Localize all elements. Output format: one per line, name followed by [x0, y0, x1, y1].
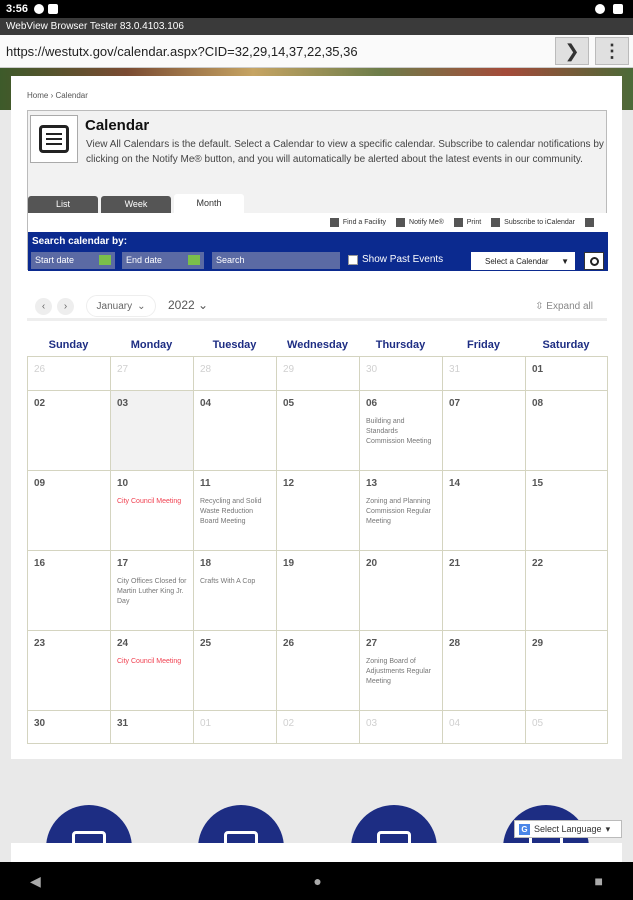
day-cell[interactable]	[525, 710, 608, 744]
day-number: 27	[117, 364, 129, 375]
select-calendar-label: Select a Calendar	[485, 256, 549, 266]
day-cell[interactable]	[276, 356, 360, 391]
day-cell[interactable]	[27, 470, 111, 551]
day-cell[interactable]	[442, 356, 526, 391]
chevron-down-icon: ⌄	[137, 300, 146, 312]
day-cell[interactable]	[110, 550, 194, 631]
calendar-picker-icon[interactable]	[99, 255, 111, 265]
day-number: 30	[34, 718, 46, 729]
day-cell[interactable]	[442, 470, 526, 551]
subscribe-icalendar-link[interactable]	[491, 218, 575, 227]
url-bar	[0, 35, 633, 68]
page-content	[11, 76, 622, 759]
event-link[interactable]: City Council Meeting	[117, 498, 182, 505]
event-link[interactable]: Building and Standards Commission Meeting	[366, 418, 432, 445]
day-number: 22	[532, 558, 544, 569]
week-row	[27, 356, 607, 390]
notify-me-label: Notify Me®	[409, 219, 444, 226]
day-number: 02	[283, 718, 295, 729]
day-number: 17	[117, 558, 129, 569]
day-cell[interactable]	[276, 630, 360, 711]
day-cell[interactable]	[193, 550, 277, 631]
day-cell[interactable]	[359, 550, 443, 631]
rss-icon	[585, 218, 594, 227]
day-number: 07	[449, 398, 461, 409]
tab-list[interactable]: List	[28, 196, 98, 213]
back-button[interactable]: ◀	[30, 872, 41, 889]
day-cell[interactable]	[359, 470, 443, 551]
day-number: 20	[366, 558, 378, 569]
day-cell[interactable]	[525, 630, 608, 711]
day-cell[interactable]	[27, 550, 111, 631]
day-number: 10	[117, 478, 129, 489]
year-label: 2022	[168, 298, 195, 312]
day-cell[interactable]	[276, 710, 360, 744]
day-cell[interactable]	[525, 470, 608, 551]
week-row	[27, 710, 607, 743]
notify-me-link[interactable]	[396, 218, 444, 227]
day-cell[interactable]	[27, 630, 111, 711]
month-select[interactable]	[86, 295, 156, 317]
status-time: 3:56	[6, 3, 29, 15]
language-select[interactable]	[514, 820, 622, 838]
day-number: 30	[366, 364, 378, 375]
day-cell[interactable]	[359, 356, 443, 391]
weekday-tuesday: Tuesday	[212, 339, 257, 351]
day-number: 29	[283, 364, 295, 375]
weekday-header	[27, 334, 607, 356]
day-cell[interactable]	[110, 630, 194, 711]
expand-all-button[interactable]: ⇳ Expand all	[535, 301, 593, 312]
calendar-icon	[30, 115, 78, 163]
wifi-icon	[595, 4, 605, 14]
day-cell[interactable]	[193, 470, 277, 551]
day-number: 04	[449, 718, 461, 729]
calendar-picker-icon[interactable]	[188, 255, 200, 265]
day-cell[interactable]	[442, 390, 526, 471]
calendar-description: View All Calendars is the default. Select a Calendar to view a specific calendar. Subscribe to calendar notifications by clicking on the Notify Me® button, and you will automatically be alerted about the latest events in our community.	[86, 139, 604, 165]
event-link[interactable]: Recycling and Solid Waste Reduction Board Meeting	[200, 498, 262, 525]
search-label: Search calendar by:	[32, 236, 128, 247]
view-tabs	[28, 194, 608, 213]
day-cell[interactable]	[276, 550, 360, 631]
calendar-subscribe-icon	[491, 218, 500, 227]
calendar-navigation	[27, 295, 607, 321]
month-grid	[27, 334, 607, 743]
day-cell[interactable]	[110, 470, 194, 551]
tab-month[interactable]: Month	[174, 194, 244, 213]
home-button[interactable]: ●	[313, 873, 322, 889]
day-cell[interactable]	[525, 390, 608, 471]
end-date-placeholder: End date	[126, 255, 163, 265]
storage-icon	[48, 4, 58, 14]
select-calendar-dropdown[interactable]	[471, 252, 575, 270]
show-past-events-label: Show Past Events	[362, 254, 444, 265]
print-label: Print	[466, 219, 482, 226]
battery-icon	[613, 4, 623, 14]
chevron-down-icon: ▾	[605, 823, 611, 834]
day-number: 12	[283, 478, 295, 489]
end-date-input[interactable]	[122, 252, 204, 269]
notification-icon	[34, 4, 44, 14]
day-number: 02	[34, 398, 46, 409]
day-number: 08	[532, 398, 544, 409]
go-button[interactable]: ❯	[555, 37, 589, 65]
system-nav-bar	[0, 862, 633, 900]
find-facility-link[interactable]	[330, 218, 386, 227]
app-title: WebView Browser Tester 83.0.4103.106	[0, 18, 633, 35]
day-number: 29	[532, 638, 544, 649]
day-number: 31	[117, 718, 129, 729]
day-number: 05	[283, 398, 295, 409]
search-input[interactable]: Search	[212, 252, 340, 269]
week-row	[27, 470, 607, 550]
weekday-friday: Friday	[466, 339, 500, 351]
day-number: 01	[532, 364, 544, 375]
day-cell[interactable]	[442, 550, 526, 631]
search-icon	[590, 257, 599, 266]
day-cell[interactable]	[276, 470, 360, 551]
day-number: 28	[200, 364, 212, 375]
event-link[interactable]: City Council Meeting	[117, 658, 182, 665]
day-number: 18	[200, 558, 212, 569]
search-bar	[28, 232, 608, 271]
day-number: 15	[532, 478, 544, 489]
day-number: 16	[34, 558, 46, 569]
day-cell[interactable]	[193, 356, 277, 391]
url-input[interactable]: https://westutx.gov/calendar.aspx?CID=32,29,14,37,22,35,36	[6, 43, 358, 59]
event-link[interactable]: Zoning and Planning Commission Regular Meeting	[366, 498, 431, 525]
weekday-monday: Monday	[130, 339, 173, 351]
search-button[interactable]	[584, 252, 604, 270]
day-cell[interactable]	[110, 356, 194, 391]
find-facility-label: Find a Facility	[342, 219, 387, 226]
day-number: 04	[200, 398, 212, 409]
weekday-wednesday: Wednesday	[287, 339, 348, 351]
day-cell[interactable]	[27, 710, 111, 744]
week-row	[27, 390, 607, 470]
week-row	[27, 630, 607, 710]
week-row	[27, 550, 607, 630]
day-cell[interactable]	[27, 356, 111, 391]
day-cell[interactable]	[110, 390, 194, 471]
chevron-down-icon: ⌄	[198, 298, 209, 312]
day-number: 21	[449, 558, 461, 569]
weekday-saturday: Saturday	[542, 339, 590, 351]
event-link[interactable]: City Offices Closed for Martin Luther King Jr. Day	[117, 578, 187, 605]
day-number: 26	[283, 638, 295, 649]
day-number: 03	[117, 398, 129, 409]
start-date-placeholder: Start date	[35, 255, 75, 265]
checkbox-box[interactable]	[348, 255, 358, 265]
google-translate-icon: G	[519, 824, 530, 835]
print-link[interactable]	[454, 218, 481, 227]
day-number: 03	[366, 718, 378, 729]
weekday-thursday: Thursday	[375, 339, 426, 351]
language-label: Select Language	[534, 824, 602, 834]
day-number: 13	[366, 478, 378, 489]
day-cell[interactable]	[442, 710, 526, 744]
month-label: January	[96, 300, 133, 312]
day-number: 06	[366, 398, 378, 409]
weekday-sunday: Sunday	[48, 339, 89, 351]
event-link[interactable]: Zoning Board of Adjustments Regular Meeting	[366, 658, 431, 685]
day-cell[interactable]	[193, 630, 277, 711]
day-number: 05	[532, 718, 544, 729]
breadcrumb[interactable]: Home › Calendar	[27, 91, 88, 100]
day-number: 27	[366, 638, 378, 649]
footer-strip	[11, 843, 622, 862]
status-bar	[0, 0, 633, 18]
day-number: 25	[200, 638, 212, 649]
subscribe-label: Subscribe to iCalendar	[504, 219, 575, 226]
day-cell[interactable]	[193, 390, 277, 471]
calendar-toolbar	[28, 213, 608, 232]
day-number: 28	[449, 638, 461, 649]
day-number: 31	[449, 364, 461, 375]
day-number: 24	[117, 638, 129, 649]
envelope-icon	[396, 218, 405, 227]
day-number: 23	[34, 638, 46, 649]
day-number: 09	[34, 478, 46, 489]
day-cell[interactable]	[359, 630, 443, 711]
day-number: 26	[34, 364, 46, 375]
day-number: 01	[200, 718, 212, 729]
expand-all-label: Expand all	[546, 301, 593, 312]
building-icon	[330, 218, 339, 227]
rss-link[interactable]	[585, 218, 594, 227]
next-month-button[interactable]: ›	[57, 298, 74, 315]
day-number: 11	[200, 478, 211, 489]
prev-month-button[interactable]: ‹	[35, 298, 52, 315]
show-past-events-checkbox[interactable]	[348, 254, 443, 265]
day-cell[interactable]	[359, 390, 443, 471]
event-link[interactable]: Crafts With A Cop	[200, 578, 256, 585]
day-cell[interactable]	[110, 710, 194, 744]
start-date-input[interactable]	[31, 252, 115, 269]
day-cell[interactable]	[193, 710, 277, 744]
day-cell[interactable]	[276, 390, 360, 471]
day-cell[interactable]	[525, 356, 608, 391]
day-cell[interactable]	[442, 630, 526, 711]
printer-icon	[454, 218, 463, 227]
day-number: 19	[283, 558, 295, 569]
day-number: 14	[449, 478, 461, 489]
day-cell[interactable]	[525, 550, 608, 631]
tab-week[interactable]: Week	[101, 196, 171, 213]
page-title: Calendar	[85, 117, 150, 134]
day-cell[interactable]	[27, 390, 111, 471]
chevron-down-icon: ▼	[561, 256, 569, 266]
more-menu-button[interactable]: ⋮	[595, 37, 629, 65]
recent-apps-button[interactable]: ■	[594, 873, 603, 889]
year-select[interactable]	[168, 298, 208, 312]
calendar-header-box	[27, 110, 607, 270]
day-cell[interactable]	[359, 710, 443, 744]
